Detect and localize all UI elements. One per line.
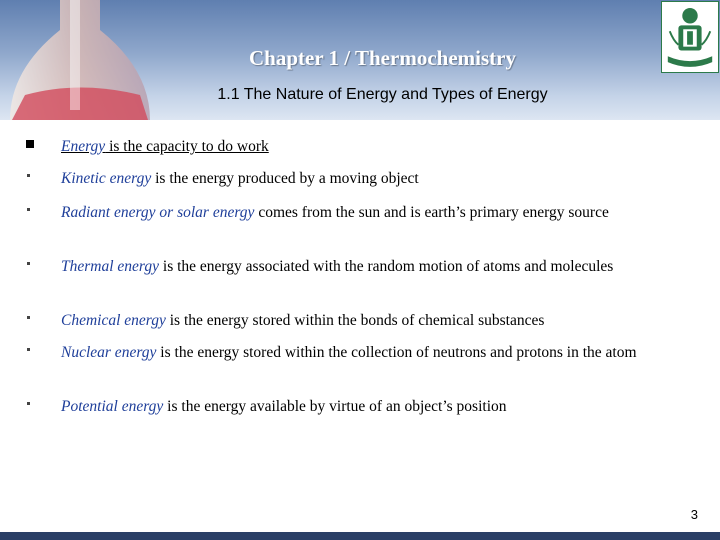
dot-bullet-icon — [27, 348, 30, 351]
dot-bullet-icon — [27, 316, 30, 319]
term: Radiant energy or solar energy — [61, 204, 255, 221]
dot-bullet-icon — [27, 402, 30, 405]
term: Thermal energy — [61, 258, 160, 275]
definition: is the energy produced by a moving object — [151, 170, 419, 187]
definition: is the capacity to do work — [105, 138, 269, 155]
definition: is the energy associated with the random motion of atoms and molecules — [159, 258, 614, 275]
definition: is the energy stored within the bonds of chemical substances — [165, 312, 545, 329]
term: Energy — [61, 138, 106, 155]
dot-bullet-icon — [27, 208, 30, 211]
dot-bullet-icon — [27, 262, 30, 265]
definition: is the energy available by virtue of an object’s position — [163, 398, 507, 415]
dot-bullet-icon — [27, 174, 30, 177]
term: Nuclear energy — [61, 344, 157, 361]
definition: comes from the sun and is earth’s primary energy source — [254, 204, 609, 221]
slide-header — [0, 0, 720, 120]
definition: is the energy stored within the collection of neutrons and protons in the atom — [156, 344, 637, 361]
page-number: 3 — [690, 507, 698, 522]
footer-bar — [0, 532, 720, 540]
slide-subtitle: 1.1 The Nature of Energy and Types of Energy — [217, 86, 548, 103]
university-logo-icon — [661, 1, 719, 73]
square-bullet-icon — [26, 140, 34, 148]
term: Kinetic energy — [61, 170, 152, 187]
term: Chemical energy — [61, 312, 166, 329]
term: Potential energy — [61, 398, 164, 415]
slide-title: Chapter 1 / Thermochemistry — [249, 46, 516, 70]
